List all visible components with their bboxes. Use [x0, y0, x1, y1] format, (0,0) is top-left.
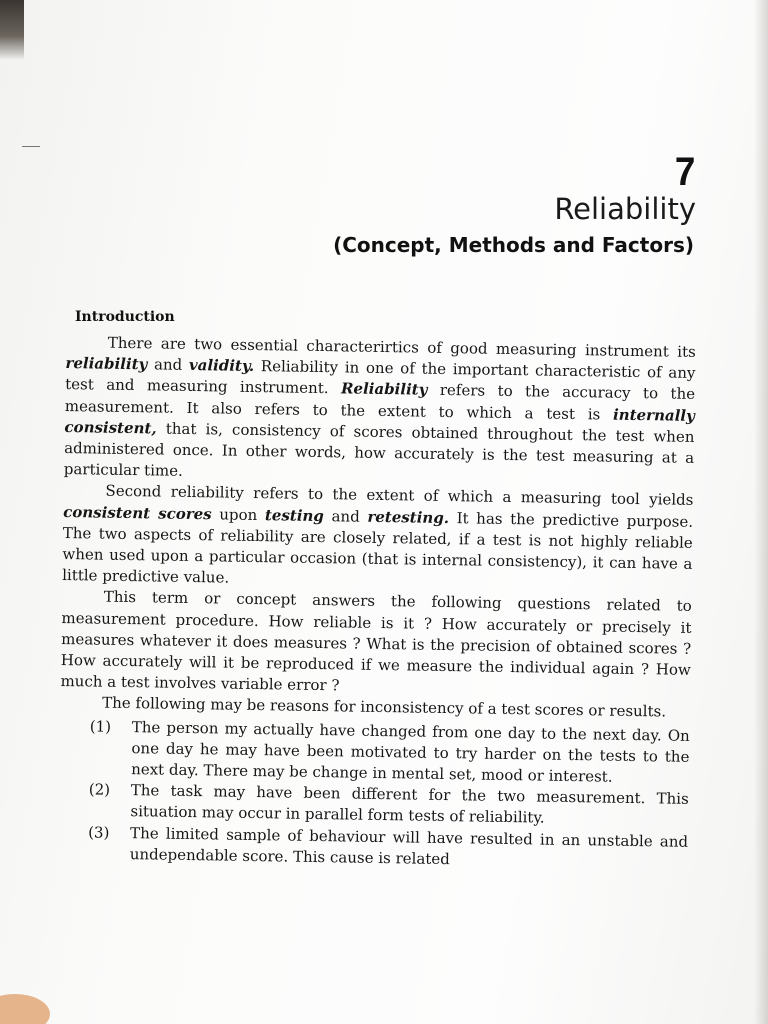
paragraph-3: This term or concept answers the following questions related to measurement procedure. How reliable is it ? How accurately or precisely it measures whatever it does measures ? What is the precision of obtained scores ? How accurately will it be reproduced if we measure the individual again ? How much a test involves variable error ?: [60, 588, 692, 695]
emphasis: internally consistent,: [64, 405, 695, 438]
list-text: The task may have been different for the two measurement. This situation may occur in parallel form tests of reliability.: [130, 781, 689, 828]
emphasis: validity.: [188, 356, 255, 376]
text-span: Reliability in one of the important characteristic of any test and measuring instrument.: [65, 357, 696, 398]
page-corner-shadow: [0, 0, 24, 60]
margin-mark: [22, 146, 40, 147]
section-heading: Introduction: [75, 309, 175, 325]
text-span: It has the predictive purpose. The two aspects of reliability are closely related, if a test is not highly reliable when used upon a particular occasion (that is internal consistency), it can have a little predictive value.: [62, 508, 694, 587]
text-span: that is, consistency of scores obtained throughout the test when administered once. In other words, how accurately is the test measuring at a particular time.: [63, 419, 695, 481]
page-edge-shadow: [754, 0, 768, 1024]
emphasis: consistent scores: [63, 502, 212, 523]
text-span: There are two essential characterirtics of good measuring instrument its: [107, 333, 696, 361]
text-span: and: [147, 355, 190, 375]
chapter-subtitle: (Concept, Methods and Factors): [333, 233, 694, 257]
emphasis: testing: [264, 505, 325, 525]
list-number: (3): [88, 823, 110, 842]
paragraph-2: [62, 480, 694, 596]
list-item: [59, 716, 690, 789]
chapter-number: 7: [674, 150, 696, 194]
paragraph-1: [64, 332, 696, 490]
text-span: and: [323, 506, 368, 526]
list-text: The person my actually have changed from one day to the next day. On one day he may have been motivated to try harder on the tests to the next day. There may be change in mental set, mood or interest.: [131, 717, 690, 786]
emphasis: reliability: [65, 354, 148, 374]
list-item: [58, 822, 689, 874]
list-text: The limited sample of behaviour will have resulted in an unstable and undependable score. This cause is related: [129, 823, 689, 868]
paragraph-4: The following may be reasons for inconsistency of a test scores or results.: [102, 694, 667, 721]
emphasis: Reliability: [340, 379, 428, 400]
list-number: (2): [88, 780, 111, 800]
text-span: upon: [211, 504, 266, 524]
chapter-title: Reliability: [554, 192, 696, 226]
emphasis: retesting.: [367, 507, 450, 527]
body-text: [58, 332, 696, 874]
text-span: Second reliability refers to the extent of which a measuring tool yields: [105, 482, 694, 510]
list-number: (1): [89, 717, 112, 736]
reasons-list: [58, 716, 690, 874]
finger-edge: [0, 994, 50, 1024]
text-span: refers to the accuracy to the measurement. It also refers to the extent to which a test is: [64, 381, 696, 424]
